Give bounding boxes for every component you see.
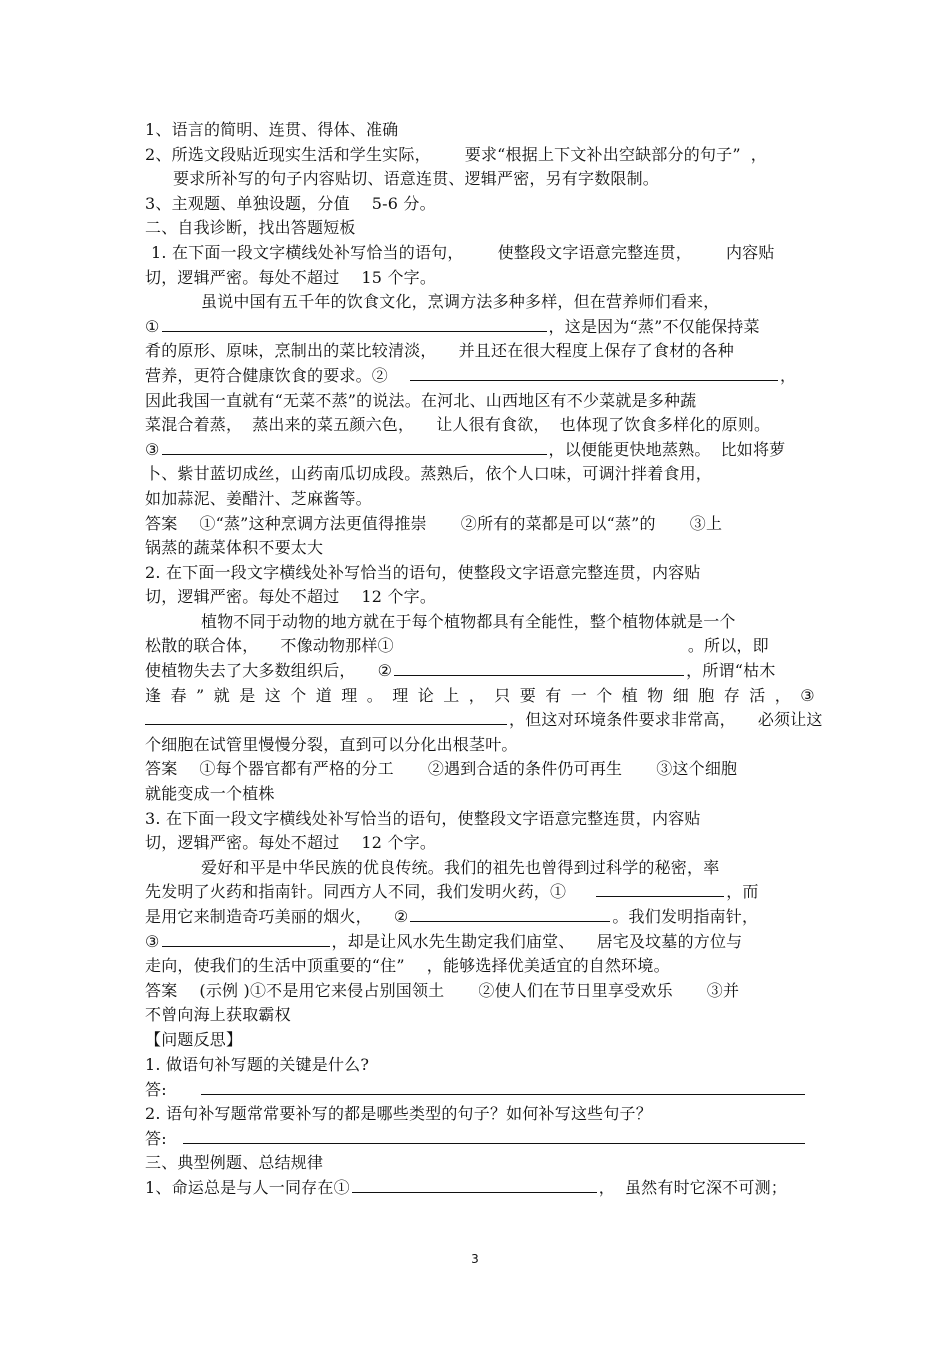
spread-char: 春	[170, 685, 187, 705]
text: ，	[750, 144, 767, 164]
text: ，能够选择优美适宜的自然环境。	[426, 956, 670, 976]
text: 并且还在很大程度上保存了食材的各种	[458, 341, 735, 361]
text: 是用它来制造奇巧美丽的烟火，	[145, 907, 372, 926]
section-2-title	[145, 216, 815, 241]
text: 如加蒜泥、姜醋汁、芝麻酱等。	[145, 488, 372, 508]
spread-char: 物	[647, 685, 664, 705]
spread-char: 个	[596, 685, 613, 705]
q3-blank-1[interactable]	[596, 880, 724, 897]
text: 答:	[145, 1129, 167, 1149]
text: 必须让这	[757, 710, 823, 730]
text: 居宅及坟墓的方位与	[596, 931, 743, 951]
reflection-answer-2	[145, 1126, 815, 1151]
q3-passage-line	[145, 954, 815, 979]
q3-title	[145, 807, 815, 832]
q3-passage-line	[145, 856, 815, 881]
section-3-blank-1[interactable]	[352, 1176, 597, 1193]
text: 卜、紫甘蓝切成丝，山药南瓜切成段。蒸熟后，依个人口味，可调汁拌着食用，	[145, 464, 713, 484]
q2-passage-line	[145, 659, 815, 684]
text: ③这个细胞	[656, 759, 738, 779]
spread-char: 一	[570, 685, 587, 705]
text: 1. 在下面一段文字横线处补写恰当的语句，	[151, 242, 464, 262]
spread-char: 是	[239, 685, 256, 705]
q2-passage-line	[145, 684, 815, 709]
text: ①	[145, 316, 160, 336]
spread-char: ③	[800, 685, 815, 705]
spread-char: 论	[417, 685, 434, 705]
spread-char: 。	[366, 685, 383, 705]
q1-passage-line	[145, 487, 815, 512]
text: 5-6 分。	[371, 193, 436, 213]
spread-char: 这	[264, 685, 281, 705]
q3-blank-2[interactable]	[410, 905, 610, 922]
text: 。我们发明指南针，	[612, 907, 759, 926]
text: 内容贴	[725, 242, 775, 262]
text: ②	[377, 661, 393, 681]
q2-passage-line	[145, 610, 815, 635]
text: 虽然有时它深不可测；	[624, 1177, 787, 1197]
text: 让人很有食欲，	[436, 415, 550, 435]
reflection-question-1	[145, 1053, 815, 1078]
text: 2、所选文段贴近现实生活和学生实际，	[145, 144, 431, 164]
text: ③上	[689, 513, 723, 533]
q1-passage-line	[145, 315, 815, 340]
text: 切，逻辑严密。每处不超过	[145, 267, 340, 287]
text: 营养，更符合健康饮食的要求。②	[145, 365, 389, 385]
text: 2. 语句补写题常常要补写的都是哪些类型的句子？如何补写这些句子？	[145, 1103, 652, 1123]
text: ，	[780, 365, 797, 385]
text: ，	[598, 1177, 615, 1197]
text: 答:	[145, 1080, 167, 1100]
text: 1、语言的简明、连贯、得体、准确	[145, 120, 399, 139]
text: 不曾向海上获取霸权	[145, 1005, 291, 1025]
q3-answer	[145, 979, 815, 1004]
text: ③	[145, 439, 160, 459]
text: 切，逻辑严密。每处不超过	[145, 833, 340, 853]
spread-char: 只	[494, 685, 511, 705]
header-item-2	[145, 143, 815, 168]
header-item-3	[145, 192, 815, 217]
q2-title-cont	[145, 585, 815, 610]
q1-blank-3[interactable]	[162, 438, 547, 455]
q1-blank-2[interactable]	[410, 364, 778, 381]
text: 使植物失去了大多数组织后，	[145, 661, 356, 681]
q3-title-cont	[145, 831, 815, 856]
q3-passage-line	[145, 930, 815, 955]
q2-blank-2[interactable]	[394, 659, 684, 676]
reflection-question-2	[145, 1102, 815, 1127]
text: 也体现了饮食多样化的原则。	[559, 415, 771, 435]
spread-char: 就	[213, 685, 230, 705]
q1-passage-line	[145, 413, 815, 438]
document-page	[145, 118, 823, 1200]
spread-char: 要	[519, 685, 536, 705]
spread-char: 理	[392, 685, 409, 705]
page-number: 3	[471, 1252, 479, 1266]
text: ，但这对环境条件要求非常高，	[509, 710, 736, 730]
spread-char: ，	[774, 685, 791, 705]
text: ，以便能更快地蒸熟。	[548, 439, 711, 459]
text: 比如将萝	[720, 439, 786, 459]
q3-passage-line	[145, 905, 815, 930]
spread-char: 胞	[698, 685, 715, 705]
spread-char: 理	[341, 685, 358, 705]
reflection-answer-2-line[interactable]	[183, 1126, 805, 1144]
text: 。所以，即	[687, 636, 769, 656]
text: ③并	[706, 980, 740, 1000]
text: ①“蒸”这种烹调方法更值得推崇	[199, 513, 427, 533]
q1-passage-line	[145, 339, 815, 364]
text: ②	[393, 907, 409, 926]
text: 先发明了火药和指南针。同西方人不同，我们发明火药，①	[145, 882, 567, 902]
q1-passage-line	[145, 389, 815, 414]
text: ③	[145, 931, 160, 951]
text: 切，逻辑严密。每处不超过	[145, 587, 340, 607]
q2-answer	[145, 757, 815, 782]
text: 二、自我诊断，找出答题短板	[145, 218, 356, 238]
text: 肴的原形、原味，烹制出的菜比较清淡，	[145, 341, 437, 361]
q1-title	[145, 241, 815, 266]
q1-passage-line	[145, 290, 815, 315]
text: 要求所补写的句子内容贴切、语意连贯、逻辑严密，另有字数限制。	[173, 169, 660, 189]
text: 锅蒸的蔬菜体积不要太大	[145, 538, 324, 558]
q2-passage-line	[145, 708, 823, 733]
text: 走向，使我们的生活中顶重要的“住”	[145, 956, 405, 976]
spread-char: ”	[196, 685, 205, 705]
spread-char: 有	[545, 685, 562, 705]
text: 要求“根据上下文补出空缺部分的句子”	[464, 144, 741, 164]
q2-blank-1[interactable]	[396, 634, 686, 651]
text: 就能变成一个植株	[145, 784, 275, 804]
spread-char: 逢	[145, 685, 162, 705]
text: 植物不同于动物的地方就在于每个植物都具有全能性，整个植物体就是一个	[201, 611, 736, 631]
text: 12 个字。	[361, 587, 437, 607]
q1-passage-line	[145, 462, 815, 487]
text: ②所有的菜都是可以“蒸”的	[460, 513, 656, 533]
text: 3. 在下面一段文字横线处补写恰当的语句，使整段文字语意完整连贯，内容贴	[145, 808, 701, 828]
text: 2. 在下面一段文字横线处补写恰当的语句，使整段文字语意完整连贯，内容贴	[145, 562, 701, 582]
text: 使整段文字语意完整连贯，	[497, 242, 692, 262]
text: ，而	[726, 882, 759, 902]
q3-passage-line	[145, 880, 815, 905]
text: ②使人们在节日里享受欢乐	[478, 980, 673, 1000]
text: 松散的联合体，	[145, 636, 259, 656]
q1-answer	[145, 512, 815, 537]
text: 个细胞在试管里慢慢分裂，直到可以分化出根茎叶。	[145, 734, 518, 754]
text: 不像动物那样①	[280, 636, 394, 656]
reflection-title	[145, 1028, 815, 1053]
q1-answer-cont	[145, 536, 815, 561]
q2-blank-3[interactable]	[145, 708, 507, 725]
q1-passage-line	[145, 438, 815, 463]
text: ②遇到合适的条件仍可再生	[427, 759, 623, 779]
text: 因此我国一直就有“无菜不蒸”的说法。在河北、山西地区有不少菜就是多种蔬	[145, 390, 697, 410]
header-item-2-cont	[145, 167, 815, 192]
text: 15 个字。	[361, 267, 437, 287]
reflection-answer-1-line[interactable]	[201, 1077, 805, 1095]
text: ，所谓“枯木	[686, 661, 776, 681]
text: 虽说中国有五千年的饮食文化，烹调方法多种多样，但在营养师们看来，	[201, 292, 720, 312]
text: ，却是让风水先生勘定我们庙堂、	[331, 931, 575, 951]
header-item-1	[145, 118, 815, 143]
text: 答案	[145, 980, 178, 1000]
q2-title	[145, 561, 815, 586]
text: 3、主观题、单独设题，分值	[145, 193, 350, 213]
reflection-answer-1	[145, 1077, 815, 1102]
q3-answer-cont	[145, 1003, 815, 1028]
text: 爱好和平是中华民族的优良传统。我们的祖先也曾得到过科学的秘密，率	[201, 857, 720, 877]
text: 答案	[145, 759, 178, 779]
text: 答案	[145, 513, 178, 533]
q1-passage-line	[145, 364, 815, 389]
text: 蒸出来的菜五颜六色，	[252, 415, 415, 435]
q1-title-cont	[145, 266, 815, 291]
text: (示例 )①不是用它来侵占别国领土	[199, 980, 445, 1000]
q1-blank-1[interactable]	[162, 315, 547, 332]
text: ，这是因为“蒸”不仅能保持菜	[548, 316, 760, 336]
spread-char: 活	[749, 685, 766, 705]
spread-char: ，	[468, 685, 485, 705]
text: ①每个器官都有严格的分工	[199, 759, 394, 779]
text: 12 个字。	[361, 833, 437, 853]
spread-char: 道	[315, 685, 332, 705]
text: 三、典型例题、总结规律	[145, 1152, 324, 1172]
q2-passage-line	[145, 634, 815, 659]
q2-answer-cont	[145, 782, 815, 807]
text: 【问题反思】	[145, 1029, 243, 1049]
spread-char: 植	[621, 685, 638, 705]
spread-char: 存	[723, 685, 740, 705]
spread-char: 细	[672, 685, 689, 705]
section-3-title	[145, 1151, 815, 1176]
text: 1、命运总是与人一同存在①	[145, 1177, 350, 1197]
section-3-item-1	[145, 1176, 815, 1201]
text: 菜混合着蒸，	[145, 415, 243, 435]
spread-char: 上	[443, 685, 460, 705]
spread-char: 个	[290, 685, 307, 705]
q2-passage-line	[145, 733, 815, 758]
text: 1. 做语句补写题的关键是什么?	[145, 1054, 370, 1074]
q3-blank-3[interactable]	[162, 930, 330, 947]
